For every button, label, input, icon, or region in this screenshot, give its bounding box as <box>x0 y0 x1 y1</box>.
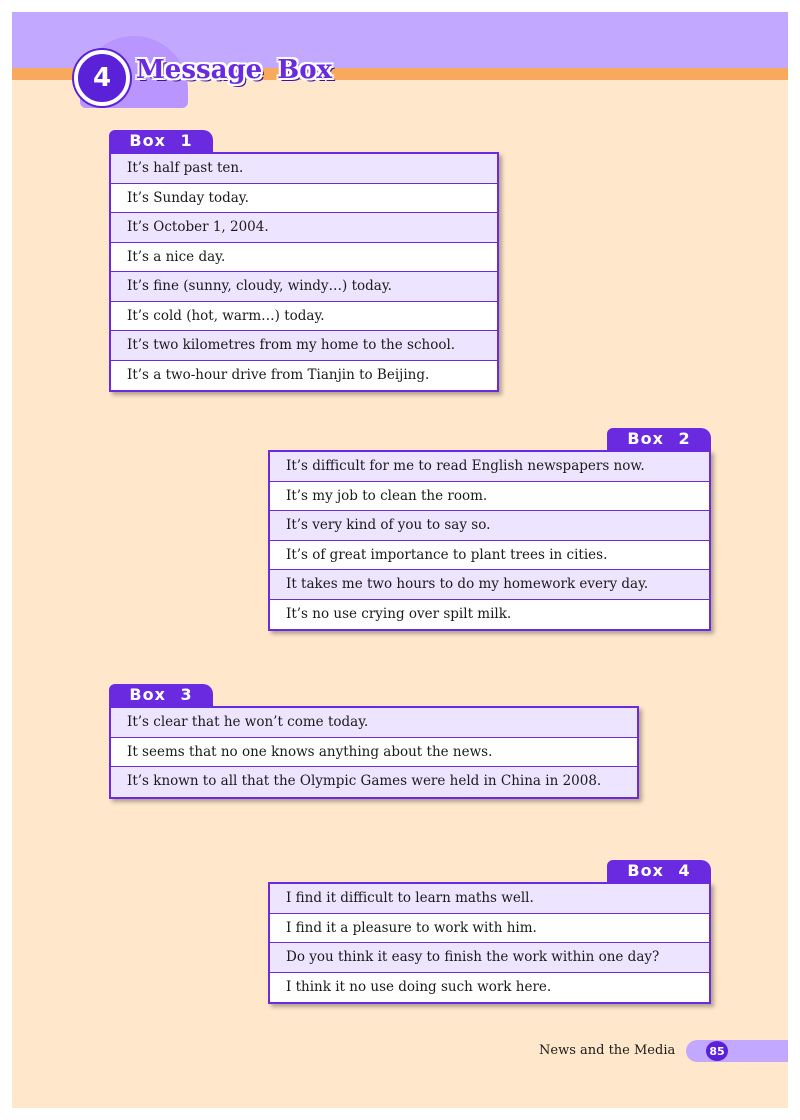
table-row: It’s cold (hot, warm…) today. <box>111 302 497 332</box>
table-row: It’s Sunday today. <box>111 184 497 214</box>
section-number-badge: 4 <box>74 50 130 106</box>
table-row: It’s no use crying over spilt milk. <box>270 600 709 630</box>
box-1-table <box>109 152 499 392</box>
table-row: It’s half past ten. <box>111 154 497 184</box>
box-3-table <box>109 706 639 799</box>
box-4-table <box>268 882 711 1004</box>
box-1-tab: Box 1 <box>109 130 213 152</box>
table-row: It’s difficult for me to read English newspapers now. <box>270 452 709 482</box>
table-row: It’s October 1, 2004. <box>111 213 497 243</box>
table-row: It’s my job to clean the room. <box>270 482 709 512</box>
table-row: Do you think it easy to finish the work within one day? <box>270 943 709 973</box>
table-row: It’s clear that he won’t come today. <box>111 708 637 738</box>
footer-section-name: News and the Media <box>539 1043 676 1058</box>
box-4-tab: Box 4 <box>607 860 711 882</box>
footer-page-tab <box>686 1040 788 1062</box>
table-row: It’s a nice day. <box>111 243 497 273</box>
table-row: It’s two kilometres from my home to the school. <box>111 331 497 361</box>
table-row: It’s very kind of you to say so. <box>270 511 709 541</box>
table-row: It’s of great importance to plant trees in cities. <box>270 541 709 571</box>
box-2-tab: Box 2 <box>607 428 711 450</box>
table-row: I think it no use doing such work here. <box>270 973 709 1003</box>
box-2-table <box>268 450 711 631</box>
table-row: It takes me two hours to do my homework every day. <box>270 570 709 600</box>
table-row: It’s known to all that the Olympic Games were held in China in 2008. <box>111 767 637 797</box>
table-row: It seems that no one knows anything about the news. <box>111 738 637 768</box>
box-3-tab: Box 3 <box>109 684 213 706</box>
table-row: It’s a two-hour drive from Tianjin to Beijing. <box>111 361 497 391</box>
table-row: I find it difficult to learn maths well. <box>270 884 709 914</box>
table-row: It’s fine (sunny, cloudy, windy…) today. <box>111 272 497 302</box>
page-number: 85 <box>706 1041 728 1061</box>
table-row: I find it a pleasure to work with him. <box>270 914 709 944</box>
page-title: Message Box <box>136 55 333 85</box>
page <box>12 12 788 1108</box>
